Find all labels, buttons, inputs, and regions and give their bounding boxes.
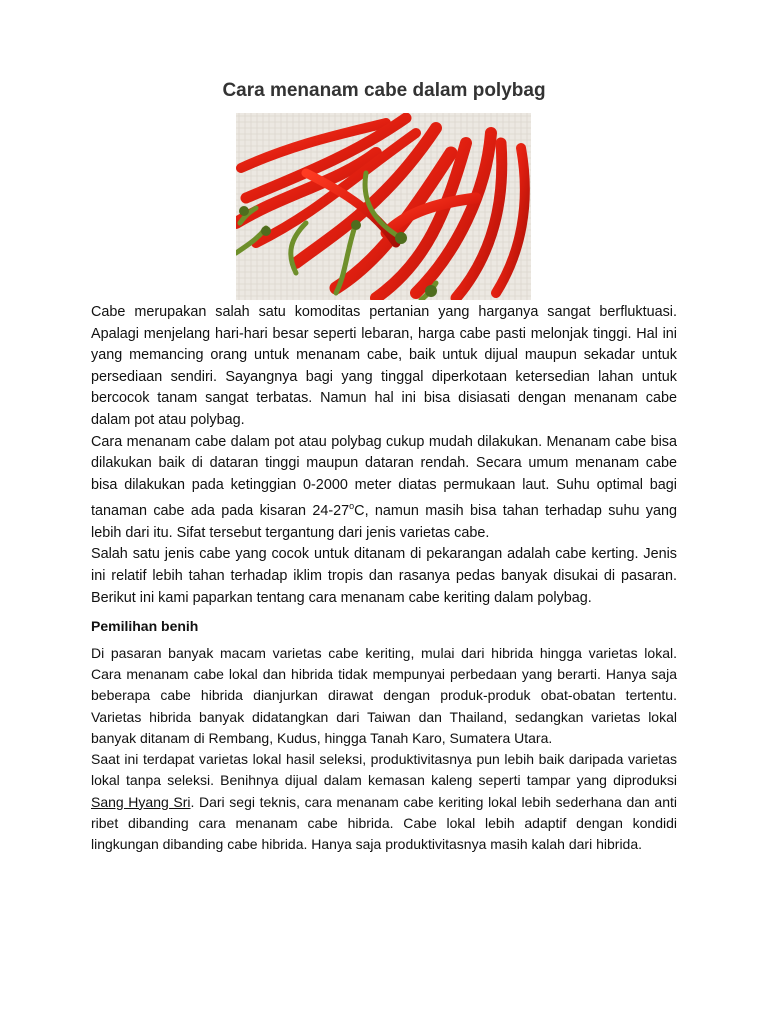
article-body [91, 302, 677, 856]
chili-photo [236, 113, 531, 300]
intro-paragraph-3: Salah satu jenis cabe yang cocok untuk ditanam di pekarangan adalah cabe kerting. Jenis ini relatif lebih tahan terhadap iklim tropis dan rasanya pedas banyak disukai di pasaran. Berikut ini kami paparkan tentang cara menanam cabe keriting dalam polybag. [91, 546, 677, 606]
sang-hyang-sri-link[interactable]: Sang Hyang Sri [91, 793, 191, 810]
section-paragraph-1: Di pasaran banyak macam varietas cabe keriting, mulai dari hibrida hingga varietas lokal. Cara menanam cabe lokal dan hibrida tidak mempunyai perbedaan yang berarti. Hanya saja beberapa cabe hibrida dianjurkan dirawat dengan produk-produk obat-obatan tertentu. Varietas hibrida banyak didatangkan dari Taiwan dan Thailand, sedangkan varietas lokal banyak ditanam di Rembang, Kudus, hingga Tanah Karo, Sumatera Utara. [91, 644, 677, 746]
degree-superscript: o [349, 501, 355, 512]
section-paragraph-2 [91, 749, 677, 855]
paragraph-text: C, namun masih bisa tahan terhadap suhu yang lebih dari itu. Sifat tersebut tergantung dari jenis varietas cabe. [91, 503, 677, 541]
section-heading: Pemilihan benih [91, 618, 199, 635]
paragraph-text: Saat ini terdapat varietas lokal hasil seleksi, produktivitasnya pun lebih baik daripada varietas lokal tanpa seleksi. Benihnya dijual dalam kemasan kaleng seperti tampar yang diproduksi [91, 751, 677, 789]
intro-paragraph-1: Cabe merupakan salah satu komoditas pertanian yang harganya sangat berfluktuasi. Apalagi menjelang hari-hari besar seperti lebaran, harga cabe pasti melonjak tinggi. Hal ini yang memancing orang untuk menanam cabe, baik untuk dijual maupun sekadar untuk persediaan sendiri. Sayangnya bagi yang tinggal diperkotaan ketersedian lahan untuk bercocok tanam sangat terbatas. Namun hal ini bisa disiasati dengan menanam cabe dalam pot atau polybag. [91, 304, 677, 428]
paragraph-text: Cara menanam cabe dalam pot atau polybag cukup mudah dilakukan. Menanam cabe bisa dilakukan baik di dataran tinggi maupun dataran rendah. Secara umum menanam cabe bisa dilakukan pada ketinggian 0-2000 meter diatas permukaan laut. Suhu optimal bagi tanaman cabe ada pada kisaran 24-27 [91, 433, 677, 520]
red-chili-peppers-photo [236, 113, 531, 300]
paragraph-text: . Dari segi teknis, cara menanam cabe keriting lokal lebih sederhana dan anti ribet dibanding cara menanam cabe hibrida. Cabe lokal lebih adaptif dengan kondidi lingkungan dibanding cabe hibrida. Hanya saja produktivitasnya masih kalah dari hibrida. [91, 793, 677, 853]
intro-paragraph-2 [91, 432, 677, 545]
page-title: Cara menanam cabe dalam polybag [222, 80, 546, 101]
